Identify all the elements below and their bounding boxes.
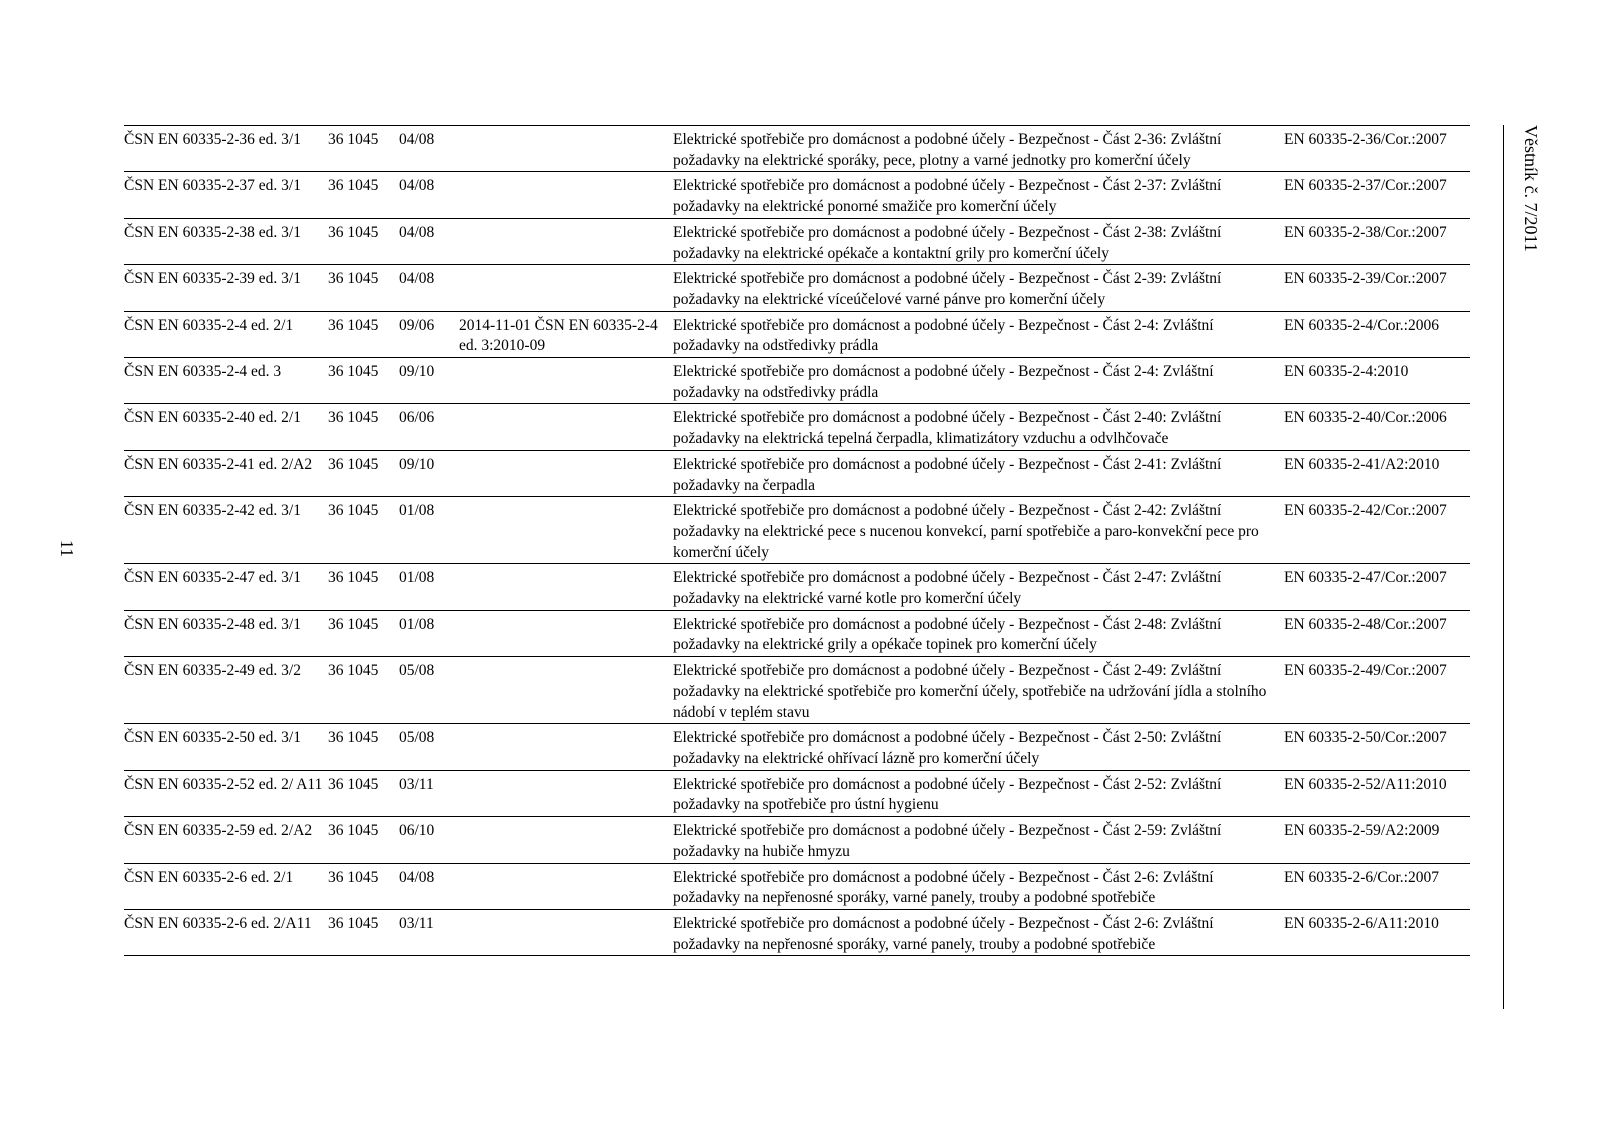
classification-cell: 36 1045 xyxy=(328,270,379,288)
bulletin-title: Věstník č. 7/2011 xyxy=(1521,125,1541,252)
issue-date-cell: 01/08 xyxy=(399,615,435,633)
en-reference-cell: EN 60335-2-37/Cor.:2007 xyxy=(1284,177,1447,195)
en-reference-cell: EN 60335-2-48/Cor.:2007 xyxy=(1284,615,1447,633)
page-number: 11 xyxy=(57,539,78,558)
classification-cell: 36 1045 xyxy=(328,177,379,195)
issue-date-cell: 03/11 xyxy=(399,914,434,932)
standard-code-cell: ČSN EN 60335-2-49 ed. 3/2 xyxy=(124,662,301,680)
withdrawal-cell xyxy=(459,909,673,955)
classification-cell: 36 1045 xyxy=(328,914,379,932)
issue-date-cell: 09/06 xyxy=(399,316,435,334)
issue-date-cell: 06/10 xyxy=(399,822,435,840)
withdrawal-cell xyxy=(459,126,673,172)
table-row xyxy=(124,497,1470,564)
table-row xyxy=(124,564,1470,610)
classification-cell: 36 1045 xyxy=(328,729,379,747)
table-row xyxy=(124,404,1470,450)
table-row xyxy=(124,610,1470,656)
withdrawal-cell xyxy=(459,358,673,404)
en-reference-cell: EN 60335-2-4/Cor.:2006 xyxy=(1284,316,1439,334)
withdrawal-cell xyxy=(459,657,673,724)
classification-cell: 36 1045 xyxy=(328,455,379,473)
en-reference-cell: EN 60335-2-38/Cor.:2007 xyxy=(1284,223,1447,241)
standard-title-cell: Elektrické spotřebiče pro domácnost a podobné účely - Bezpečnost - Část 2-36: Zvláštní požadavky na elektrické sporáky, pece, plotny a varné jednotky pro komerční účely xyxy=(673,131,1222,169)
en-reference-cell: EN 60335-2-36/Cor.:2007 xyxy=(1284,131,1447,148)
standard-code-cell: ČSN EN 60335-2-38 ed. 3/1 xyxy=(124,223,301,241)
table-row xyxy=(124,450,1470,496)
withdrawal-cell xyxy=(459,770,673,816)
issue-date-cell: 01/08 xyxy=(399,502,435,520)
withdrawal-cell xyxy=(459,450,673,496)
classification-cell: 36 1045 xyxy=(328,822,379,840)
side-divider xyxy=(1503,125,1504,1009)
classification-cell: 36 1045 xyxy=(328,868,379,886)
en-reference-cell: EN 60335-2-50/Cor.:2007 xyxy=(1284,729,1447,747)
standard-title-cell: Elektrické spotřebiče pro domácnost a podobné účely - Bezpečnost - Část 2-4: Zvláštní požadavky na odstředivky prádla xyxy=(673,363,1214,401)
standard-code-cell: ČSN EN 60335-2-39 ed. 3/1 xyxy=(124,270,301,288)
standard-title-cell: Elektrické spotřebiče pro domácnost a podobné účely - Bezpečnost - Část 2-50: Zvláštní požadavky na elektrické ohřívací lázně pro komerční účely xyxy=(673,729,1222,767)
classification-cell: 36 1045 xyxy=(328,131,379,148)
standard-code-cell: ČSN EN 60335-2-52 ed. 2/ A11 xyxy=(124,775,323,793)
issue-date-cell: 04/08 xyxy=(399,223,435,241)
standard-title-cell: Elektrické spotřebiče pro domácnost a podobné účely - Bezpečnost - Část 2-37: Zvláštní požadavky na elektrické ponorné smažiče pro komerční účely xyxy=(673,177,1222,216)
issue-date-cell: 04/08 xyxy=(399,270,435,288)
en-reference-cell: EN 60335-2-6/A11:2010 xyxy=(1284,914,1439,932)
en-reference-cell: EN 60335-2-41/A2:2010 xyxy=(1284,455,1440,473)
table-row xyxy=(124,126,1470,172)
table-row xyxy=(124,909,1470,955)
withdrawal-cell xyxy=(459,610,673,656)
issue-date-cell: 01/08 xyxy=(399,569,435,587)
table-row xyxy=(124,770,1470,816)
standard-code-cell: ČSN EN 60335-2-4 ed. 2/1 xyxy=(124,316,294,334)
classification-cell: 36 1045 xyxy=(328,316,379,334)
table-row xyxy=(124,817,1470,863)
withdrawal-cell xyxy=(459,817,673,863)
table-row xyxy=(124,311,1470,357)
table-row xyxy=(124,863,1470,909)
table-row xyxy=(124,358,1470,404)
issue-date-cell: 06/06 xyxy=(399,409,435,427)
withdrawal-cell xyxy=(459,724,673,770)
issue-date-cell: 09/10 xyxy=(399,455,435,473)
issue-date-cell: 05/08 xyxy=(399,729,435,747)
classification-cell: 36 1045 xyxy=(328,615,379,633)
issue-date-cell: 04/08 xyxy=(399,177,435,195)
standard-code-cell: ČSN EN 60335-2-4 ed. 3 xyxy=(124,363,282,381)
standard-code-cell: ČSN EN 60335-2-50 ed. 3/1 xyxy=(124,729,301,747)
standard-title-cell: Elektrické spotřebiče pro domácnost a podobné účely - Bezpečnost - Část 2-6: Zvláštní požadavky na nepřenosné sporáky, varné panely, trouby a podobné spotřebiče xyxy=(673,914,1214,953)
standard-title-cell: Elektrické spotřebiče pro domácnost a podobné účely - Bezpečnost - Část 2-41: Zvláštní požadavky na čerpadla xyxy=(673,455,1222,494)
standard-title-cell: Elektrické spotřebiče pro domácnost a podobné účely - Bezpečnost - Část 2-38: Zvláštní požadavky na elektrické opékače a kontaktní grily pro komerční účely xyxy=(673,223,1222,262)
table-row xyxy=(124,265,1470,311)
standard-code-cell: ČSN EN 60335-2-36 ed. 3/1 xyxy=(124,131,301,148)
standard-code-cell: ČSN EN 60335-2-37 ed. 3/1 xyxy=(124,177,301,195)
standards-table xyxy=(124,125,1470,956)
withdrawal-cell xyxy=(459,863,673,909)
standard-title-cell: Elektrické spotřebiče pro domácnost a podobné účely - Bezpečnost - Část 2-6: Zvláštní požadavky na nepřenosné sporáky, varné panely, trouby a podobné spotřebiče xyxy=(673,868,1214,907)
standard-code-cell: ČSN EN 60335-2-47 ed. 3/1 xyxy=(124,569,301,587)
standard-code-cell: ČSN EN 60335-2-40 ed. 2/1 xyxy=(124,409,301,427)
en-reference-cell: EN 60335-2-42/Cor.:2007 xyxy=(1284,502,1447,520)
table-row xyxy=(124,218,1470,264)
classification-cell: 36 1045 xyxy=(328,363,379,381)
withdrawal-cell xyxy=(459,564,673,610)
issue-date-cell: 03/11 xyxy=(399,775,434,793)
classification-cell: 36 1045 xyxy=(328,223,379,241)
en-reference-cell: EN 60335-2-49/Cor.:2007 xyxy=(1284,662,1447,680)
standard-code-cell: ČSN EN 60335-2-42 ed. 3/1 xyxy=(124,502,301,520)
standard-title-cell: Elektrické spotřebiče pro domácnost a podobné účely - Bezpečnost - Část 2-59: Zvláštní požadavky na hubiče hmyzu xyxy=(673,822,1222,860)
standard-title-cell: Elektrické spotřebiče pro domácnost a podobné účely - Bezpečnost - Část 2-52: Zvláštní požadavky na spotřebiče pro ústní hygienu xyxy=(673,775,1222,814)
standard-title-cell: Elektrické spotřebiče pro domácnost a podobné účely - Bezpečnost - Část 2-47: Zvláštní požadavky na elektrické varné kotle pro komerční účely xyxy=(673,569,1222,608)
en-reference-cell: EN 60335-2-6/Cor.:2007 xyxy=(1284,868,1439,886)
classification-cell: 36 1045 xyxy=(328,662,379,680)
standard-code-cell: ČSN EN 60335-2-6 ed. 2/1 xyxy=(124,868,294,886)
standard-title-cell: Elektrické spotřebiče pro domácnost a podobné účely - Bezpečnost - Část 2-39: Zvláštní požadavky na elektrické víceúčelové varné pánve pro komerční účely xyxy=(673,270,1222,308)
en-reference-cell: EN 60335-2-40/Cor.:2006 xyxy=(1284,409,1447,427)
standard-code-cell: ČSN EN 60335-2-41 ed. 2/A2 xyxy=(124,455,313,473)
en-reference-cell: EN 60335-2-59/A2:2009 xyxy=(1284,822,1440,840)
standard-title-cell: Elektrické spotřebiče pro domácnost a podobné účely - Bezpečnost - Část 2-48: Zvláštní požadavky na elektrické grily a opékače topinek pro komerční účely xyxy=(673,615,1222,654)
standard-code-cell: ČSN EN 60335-2-6 ed. 2/A11 xyxy=(124,914,312,932)
classification-cell: 36 1045 xyxy=(328,775,379,793)
table-row xyxy=(124,724,1470,770)
standard-title-cell: Elektrické spotřebiče pro domácnost a podobné účely - Bezpečnost - Část 2-42: Zvláštní požadavky na elektrické pece s nucenou konvekcí, parní spotřebiče a paro-konvekční pece pro komerční účely xyxy=(673,502,1259,561)
withdrawal-cell xyxy=(459,218,673,264)
withdrawal-cell xyxy=(459,404,673,450)
en-reference-cell: EN 60335-2-4:2010 xyxy=(1284,363,1409,381)
standard-title-cell: Elektrické spotřebiče pro domácnost a podobné účely - Bezpečnost - Část 2-40: Zvláštní požadavky na elektrická tepelná čerpadla, klimatizátory vzduchu a odvlhčovače xyxy=(673,409,1222,448)
classification-cell: 36 1045 xyxy=(328,409,379,427)
withdrawal-cell xyxy=(459,497,673,564)
issue-date-cell: 09/10 xyxy=(399,363,435,381)
issue-date-cell: 04/08 xyxy=(399,131,435,148)
standards-table-body xyxy=(124,126,1470,956)
standard-code-cell: ČSN EN 60335-2-48 ed. 3/1 xyxy=(124,615,301,633)
classification-cell: 36 1045 xyxy=(328,502,379,520)
standard-title-cell: Elektrické spotřebiče pro domácnost a podobné účely - Bezpečnost - Část 2-49: Zvláštní požadavky na elektrické spotřebiče pro komerční účely, spotřebiče na udržování jídla a stolního nádobí v teplém stavu xyxy=(673,662,1267,721)
classification-cell: 36 1045 xyxy=(328,569,379,587)
withdrawal-cell: 2014-11-01 ČSN EN 60335-2-4 ed. 3:2010-09 xyxy=(459,316,658,355)
withdrawal-cell xyxy=(459,265,673,311)
issue-date-cell: 04/08 xyxy=(399,868,435,886)
standard-code-cell: ČSN EN 60335-2-59 ed. 2/A2 xyxy=(124,822,313,840)
en-reference-cell: EN 60335-2-47/Cor.:2007 xyxy=(1284,569,1447,587)
en-reference-cell: EN 60335-2-39/Cor.:2007 xyxy=(1284,270,1447,288)
issue-date-cell: 05/08 xyxy=(399,662,435,680)
table-row xyxy=(124,172,1470,218)
standard-title-cell: Elektrické spotřebiče pro domácnost a podobné účely - Bezpečnost - Část 2-4: Zvláštní požadavky na odstředivky prádla xyxy=(673,316,1214,355)
withdrawal-cell xyxy=(459,172,673,218)
en-reference-cell: EN 60335-2-52/A11:2010 xyxy=(1284,775,1447,793)
table-row xyxy=(124,657,1470,724)
